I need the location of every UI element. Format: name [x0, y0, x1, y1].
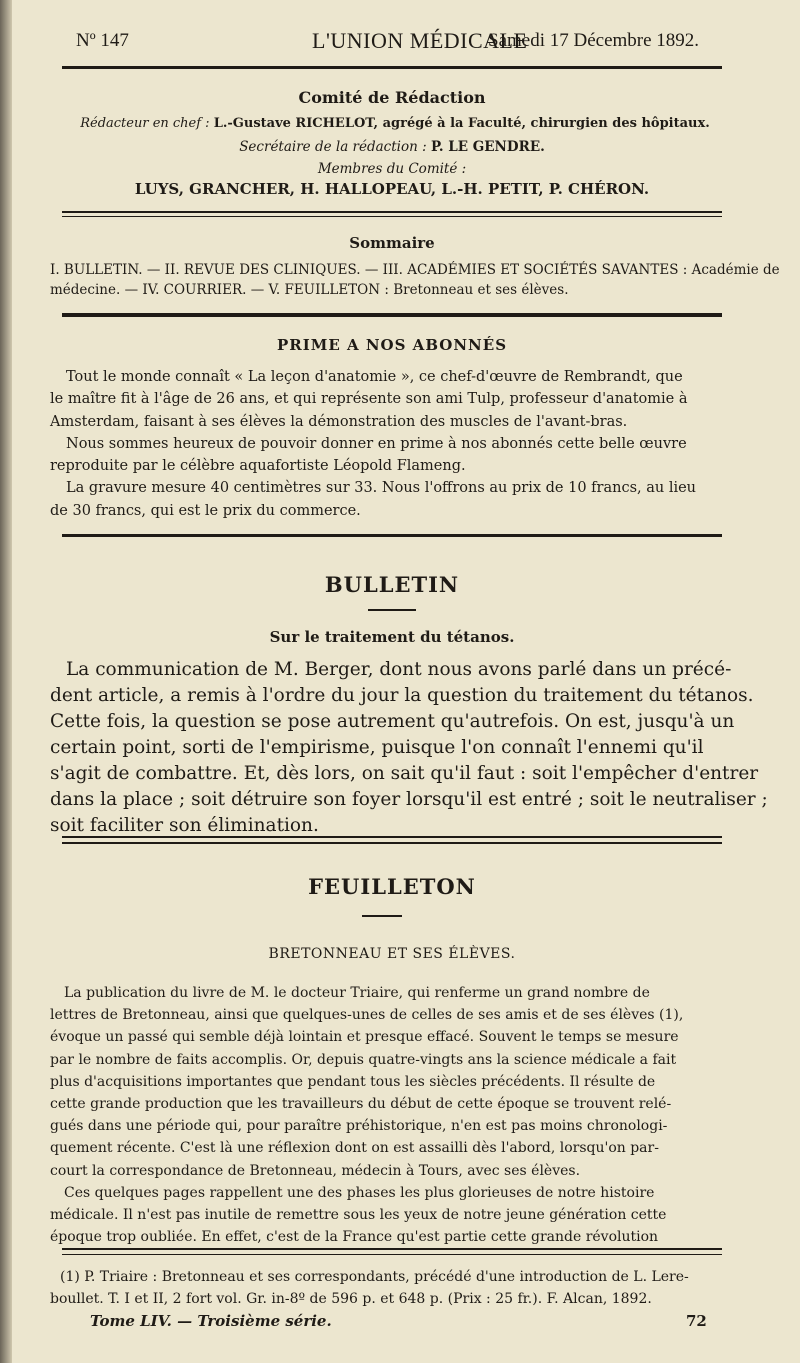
issue-number: Nº 147: [76, 30, 129, 51]
prime-line: reproduite par le célèbre aquafortiste Léopold Flameng.: [50, 458, 466, 475]
footer-volume: Tome LIV. — Troisième série.: [90, 1312, 332, 1330]
header-rule: [62, 66, 722, 69]
feuilleton-line: plus d'acquisitions importantes que pendant tous les siècles précédents. Il résulte de: [50, 1073, 656, 1090]
feuilleton-line: La publication du livre de M. le docteur Triaire, qui renferme un grand nombre de: [64, 985, 650, 1001]
feuilleton-title: FEUILLETON: [308, 874, 476, 899]
prime-line: de 30 francs, qui est le prix du commerce.: [50, 502, 361, 519]
members-label: Membres du Comité :: [317, 161, 467, 177]
bulletin-line: dent article, a remis à l'ordre du jour la question du traitement du tétanos.: [50, 685, 754, 706]
committee-rule-top: [62, 211, 722, 213]
feuilleton-line: par le nombre de faits accomplis. Or, depuis quatre-vingts ans la science médicale a fait: [50, 1051, 677, 1068]
summary-title: Sommaire: [349, 234, 435, 252]
footer-page-number: 72: [686, 1312, 707, 1330]
feuilleton-text: [50, 982, 740, 1248]
prime-line: Nous sommes heureux de pouvoir donner en prime à nos abonnés cette belle œuvre: [66, 435, 687, 452]
secretary-label: Secrétaire de la rédaction :: [239, 139, 427, 155]
feuilleton-subtitle: BRETONNEAU ET SES ÉLÈVES.: [268, 946, 516, 962]
bulletin-line: soit faciliter son élimination.: [50, 815, 319, 836]
secretary-name: P. LE GENDRE.: [430, 139, 545, 155]
bulletin-line: La communication de M. Berger, dont nous avons parlé dans un précé-: [66, 659, 732, 680]
feuilleton-title-underline: [362, 915, 402, 917]
bulletin-line: dans la place ; soit détruire son foyer lorsqu'il est entré ; soit le neutraliser ;: [50, 789, 768, 810]
prime-title: PRIME A NOS ABONNÉS: [276, 336, 508, 354]
summary-line-2: médecine. — IV. COURRIER. — V. FEUILLETON : Bretonneau et ses élèves.: [50, 282, 569, 298]
footnote-line-2: boullet. T. I et II, 2 fort vol. Gr. in-8º de 596 p. et 648 p. (Prix : 25 fr.). F. Alcan, 1892.: [50, 1291, 652, 1307]
footnote: [50, 1266, 740, 1310]
feuilleton-line: Ces quelques pages rappellent une des phases les plus glorieuses de notre histoire: [64, 1184, 655, 1201]
bulletin-line: certain point, sorti de l'empirisme, puisque l'on connaît l'ennemi qu'il: [50, 737, 704, 758]
footnote-line-1: (1) P. Triaire : Bretonneau et ses correspondants, précédé d'une introduction de L. Lere-: [60, 1269, 689, 1285]
summary-line-1: I. BULLETIN. — II. REVUE DES CLINIQUES. — III. ACADÉMIES ET SOCIÉTÉS SAVANTES : Académie de: [50, 262, 780, 278]
feuilleton-line: court la correspondance de Bretonneau, médecin à Tours, avec ses élèves.: [50, 1162, 581, 1179]
members-list: LUYS, GRANCHER, H. HALLOPEAU, L.-H. PETIT, P. CHÉRON.: [134, 180, 650, 198]
page-spine-shadow: [0, 0, 12, 1363]
feuilleton-line: époque trop oubliée. En effet, c'est de la France qu'est partie cette grande révolution: [50, 1229, 659, 1246]
journal-title: L'UNION MÉDICALE: [312, 28, 528, 53]
feuilleton-line: évoque un passé qui semble déjà lointain et presque effacé. Souvent le temps se mesure: [50, 1029, 679, 1046]
prime-line: le maître fit à l'âge de 26 ans, et qui représente son ami Tulp, professeur d'anatomie à: [50, 391, 688, 408]
bulletin-title: BULLETIN: [324, 572, 460, 597]
footnote-rule-bottom: [62, 1254, 722, 1255]
bulletin-line: s'agit de combattre. Et, dès lors, on sait qu'il faut : soit l'empêcher d'entrer: [50, 763, 759, 784]
editor-text: L.-Gustave RICHELOT, agrégé à la Faculté, chirurgien des hôpitaux.: [213, 116, 710, 131]
bulletin-subtitle: Sur le traitement du tétanos.: [269, 628, 515, 646]
feuilleton-line: quement récente. C'est là une réflexion dont on est assailli dès l'abord, lorsqu'on par-: [50, 1140, 659, 1157]
prime-line: La gravure mesure 40 centimètres sur 33. Nous l'offrons au prix de 10 francs, au lieu: [66, 480, 697, 497]
editor-label: Rédacteur en chef :: [80, 116, 210, 131]
bulletin-line: Cette fois, la question se pose autrement qu'autrefois. On est, jusqu'à un: [50, 711, 735, 732]
feuilleton-line: gués dans une période qui, pour paraître préhistorique, n'en est pas moins chronologi-: [50, 1118, 668, 1135]
prime-text: [50, 366, 730, 522]
bulletin-rule-bottom: [62, 842, 722, 844]
bulletin-text: [50, 657, 768, 839]
committee-title: Comité de Rédaction: [298, 88, 486, 107]
committee-secretary: [62, 139, 722, 155]
footnote-rule-top: [62, 1248, 722, 1250]
prime-line: Amsterdam, faisant à ses élèves la démonstration des muscles de l'avant-bras.: [50, 413, 628, 430]
bulletin-title-underline: [368, 609, 416, 611]
prime-line: Tout le monde connaît « La leçon d'anatomie », ce chef-d'œuvre de Rembrandt, que: [66, 369, 683, 385]
committee-editor: [50, 116, 740, 131]
summary-rule: [62, 313, 722, 317]
issue-date: Samedi 17 Décembre 1892.: [488, 30, 700, 51]
bulletin-rule-top: [62, 836, 722, 838]
committee-rule-bottom: [62, 216, 722, 217]
feuilleton-line: médicale. Il n'est pas inutile de remettre sous les yeux de notre jeune génération cette: [50, 1207, 667, 1224]
feuilleton-line: cette grande production que les travailleurs du début de cette époque se trouvent relé-: [50, 1096, 672, 1113]
prime-rule: [62, 534, 722, 537]
feuilleton-line: lettres de Bretonneau, ainsi que quelques-unes de celles de ses amis et de ses élèves (1),: [50, 1007, 684, 1024]
